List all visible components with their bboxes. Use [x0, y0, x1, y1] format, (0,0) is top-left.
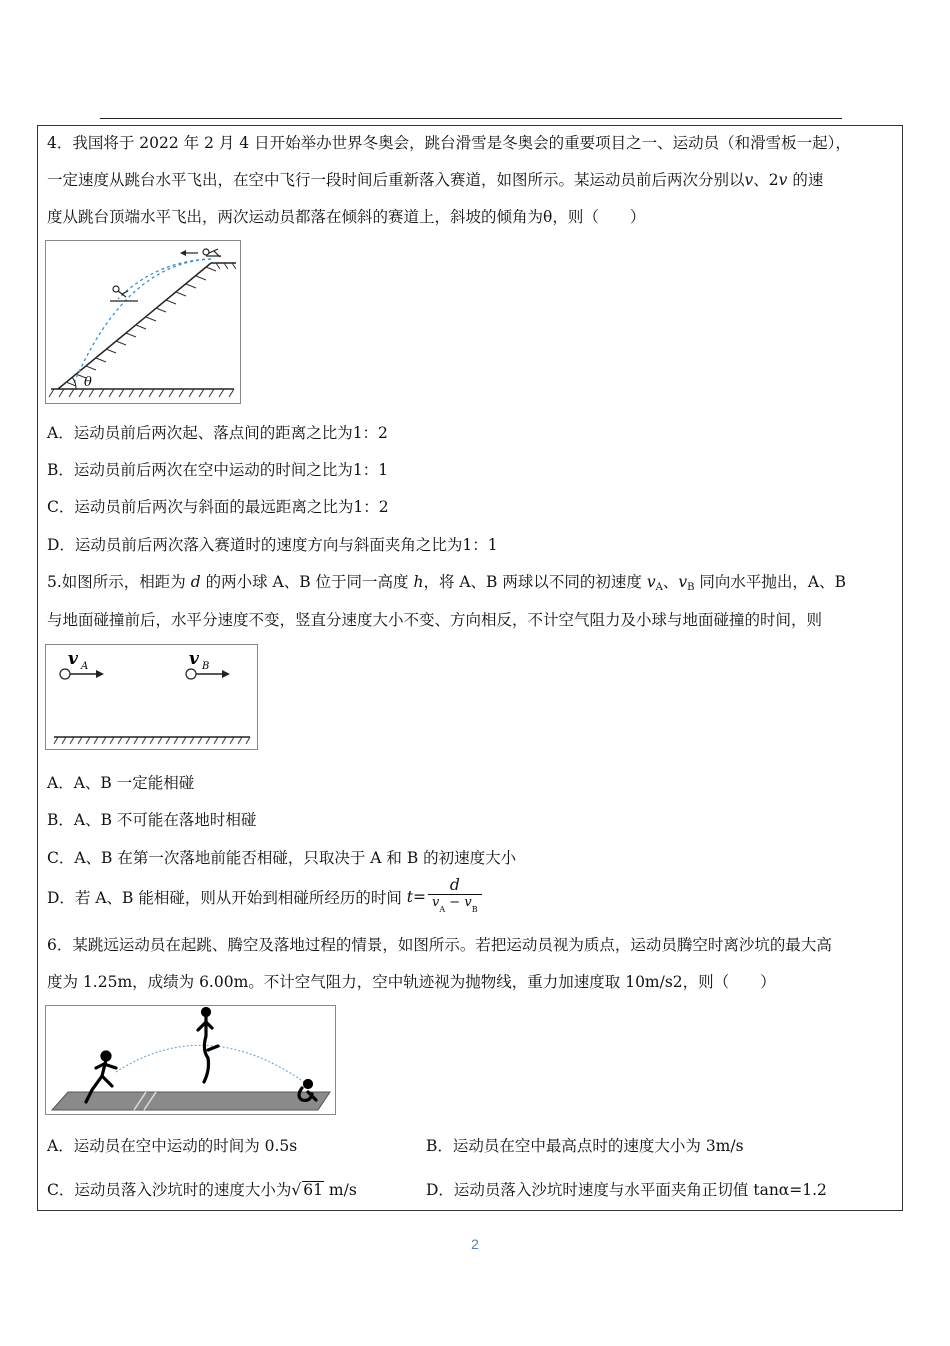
q6-option-c: C．运动员落入沙坑时的速度大小为√ 61 m/s: [47, 1181, 357, 1199]
q6-line1: 6．某跳远运动员在起跳、腾空及落地过程的情景，如图所示。若把运动员视为质点，运动员腾空时离沙坑的最大高: [47, 936, 832, 954]
q5-option-c: C．A、B 在第一次落地前能否相碰，只取决于 A 和 B 的初速度大小: [47, 849, 517, 867]
svg-text:v: v: [189, 649, 199, 669]
q4-figure-ski-jump: [45, 240, 241, 404]
sqrt-sign: √: [291, 1181, 302, 1199]
q5-option-a: A．A、B 一定能相碰: [47, 774, 195, 792]
theta-label: θ: [84, 375, 92, 390]
q4-line2: 一定速度从跳台水平飞出，在空中飞行一段时间后重新落入赛道，如图所示。某运动员前后两次分别以v、2v 的速: [47, 171, 824, 189]
q6-line2: 度为 1.25m，成绩为 6.00m。不计空气阻力，空中轨迹视为抛物线，重力加速度取 10m/s2，则（ ）: [47, 973, 776, 991]
page-number: 2: [471, 1236, 479, 1252]
svg-text:v: v: [68, 649, 78, 669]
q4-option-b: B．运动员前后两次在空中运动的时间之比为1：1: [47, 461, 389, 479]
q5-figure-two-balls: [45, 644, 258, 750]
q4-option-c: C．运动员前后两次与斜面的最远距离之比为1：2: [47, 498, 389, 516]
svg-text:A: A: [81, 661, 89, 672]
q5-line1: 5.如图所示，相距为 d 的两小球 A、B 位于同一高度 h，将 A、B 两球以不同的初速度 $v_A$、$v_B$ 同向水平抛出，A、B: [47, 573, 846, 593]
q4-line1: 4．我国将于 2022 年 2 月 4 日开始举办世界冬奥会，跳台滑雪是冬奥会的重要项目之一、运动员（和滑雪板一起），: [47, 134, 851, 152]
q6-option-b: B．运动员在空中最高点时的速度大小为 3m/s: [426, 1137, 744, 1155]
q4-option-a: A．运动员前后两次起、落点间的距离之比为1：2: [47, 424, 388, 442]
q5-line2: 与地面碰撞前后，水平分速度不变，竖直分速度大小不变、方向相反，不计空气阻力及小球与地面碰撞的时间，则: [47, 611, 823, 629]
q4-option-d: D．运动员前后两次落入赛道时的速度方向与斜面夹角之比为1：1: [47, 536, 498, 554]
q6-figure-long-jump: [45, 1005, 336, 1115]
time-fraction: $\frac{d}{v_A - v_B}$: [428, 876, 482, 918]
header-rule: [100, 118, 842, 119]
svg-text:B: B: [202, 661, 210, 672]
q4-line3: 度从跳台顶端水平飞出，两次运动员都落在倾斜的赛道上，斜坡的倾角为θ，则（ ）: [47, 208, 646, 226]
q6-option-d: D．运动员落入沙坑时速度与水平面夹角正切值 tanα=1.2: [426, 1181, 827, 1199]
q5-option-d: D．若 A、B 能相碰，则从开始到相碰所经历的时间 t= $\frac{d}{v_A - v_B}$: [47, 876, 482, 918]
q6-option-a: A．运动员在空中运动的时间为 0.5s: [47, 1137, 298, 1155]
q5-option-b: B．A、B 不可能在落地时相碰: [47, 811, 257, 829]
